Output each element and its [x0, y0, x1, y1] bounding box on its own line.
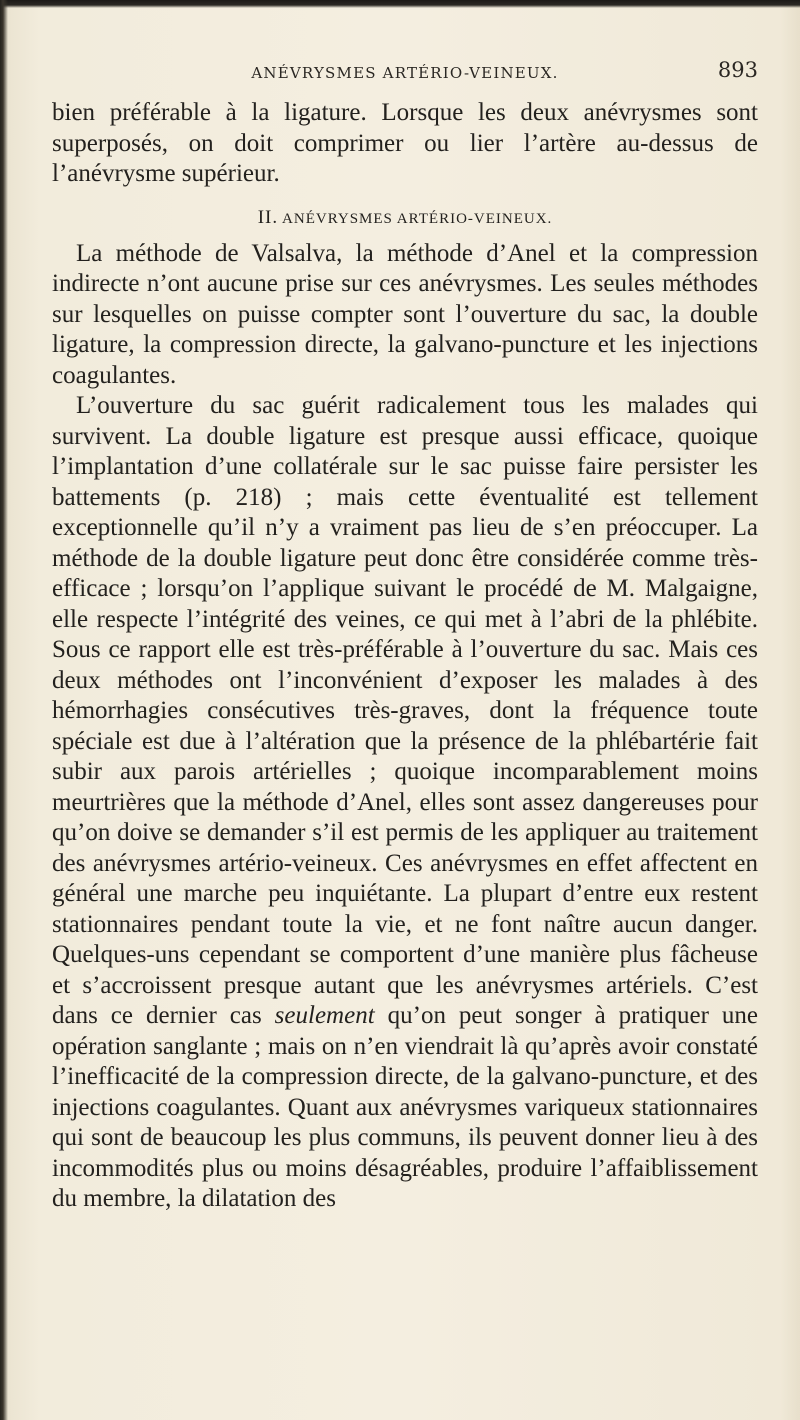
section-heading	[52, 208, 758, 229]
paragraph-treatment	[52, 391, 758, 1215]
section-title: ANÉVRYSMES ARTÉRIO-VEINEUX.	[282, 210, 553, 227]
opening-paragraph: bien préférable à la ligature. Lorsque les deux anévrysmes sont superposés, on doit comprimer ou lier l’artère au-dessus de l’anévrysme supérieur.	[52, 99, 758, 187]
scan-top-edge	[0, 0, 800, 8]
page-body	[52, 98, 758, 1215]
paragraph-treatment-part-2: qu’on peut songer à pratiquer une opération sanglante ; mais on n’en viendrait là qu’après avoir constaté l’inefficacité de la compression directe, de la galvano-puncture, et des injections coagulantes. Quant aux anévrysmes variqueux stationnaires qui sont de beaucoup les plus communs, ils peuvent donner lieu à des incommodités plus ou moins désagréables, produire l’affaiblissement du membre, la dilatation des	[52, 1002, 758, 1212]
paragraph-methods: La méthode de Valsalva, la méthode d’Anel et la compression indirecte n’ont aucune prise sur ces anévrysmes. Les seules méthodes sur lesquelles on puisse compter sont l’ouverture du sac, la double ligature, la compression directe, la galvano-puncture et les injections coagulantes.	[52, 239, 758, 389]
running-head: ANÉVRYSMES ARTÉRIO-VEINEUX.	[251, 64, 559, 82]
page-header	[52, 56, 758, 90]
page-number: 893	[717, 58, 758, 82]
emphasis-seulement: seulement	[274, 1002, 375, 1029]
paragraph-treatment-part-1: L’ouverture du sac guérit radicalement tous les malades qui survivent. La double ligature est presque aussi efficace, quoique l’implantation d’une collatérale sur le sac puisse faire persister les battements (p. 218) ; mais cette éventualité est tellement exceptionnelle qu’il n’y a vraiment pas lieu de s’en préoccuper. La méthode de la double ligature peut donc être considérée comme très-efficace ; lorsqu’on l’applique suivant le procédé de M. Malgaigne, elle respecte l’intégrité des veines, ce qui met à l’abri de la phlébite. Sous ce rapport elle est très-préférable à l’ouverture du sac. Mais ces deux méthodes ont l’inconvénient d’exposer les malades à des hémorrhagies consécutives très-graves, dont la fréquence toute spéciale est due à l’altération que la présence de la phlébartérie fait subir aux parois artérielles ; quoique incomparablement moins meurtrières que la méthode d’Anel, elles sont assez dangereuses pour qu’on doive se demander s’il est permis de les appliquer au traitement des anévrysmes artério-veineux. Ces anévrysmes en effet affectent en général une marche peu inquiétante. La plupart d’entre eux restent stationnaires pendant toute la vie, et ne font naître aucun danger. Quelques-uns cependant se comportent d’une manière plus fâcheuse et s’accroissent presque autant que les anévrysmes artériels. C’est dans ce dernier cas	[52, 392, 758, 1029]
scan-binding-edge	[0, 0, 8, 1420]
section-number: II.	[257, 206, 279, 228]
